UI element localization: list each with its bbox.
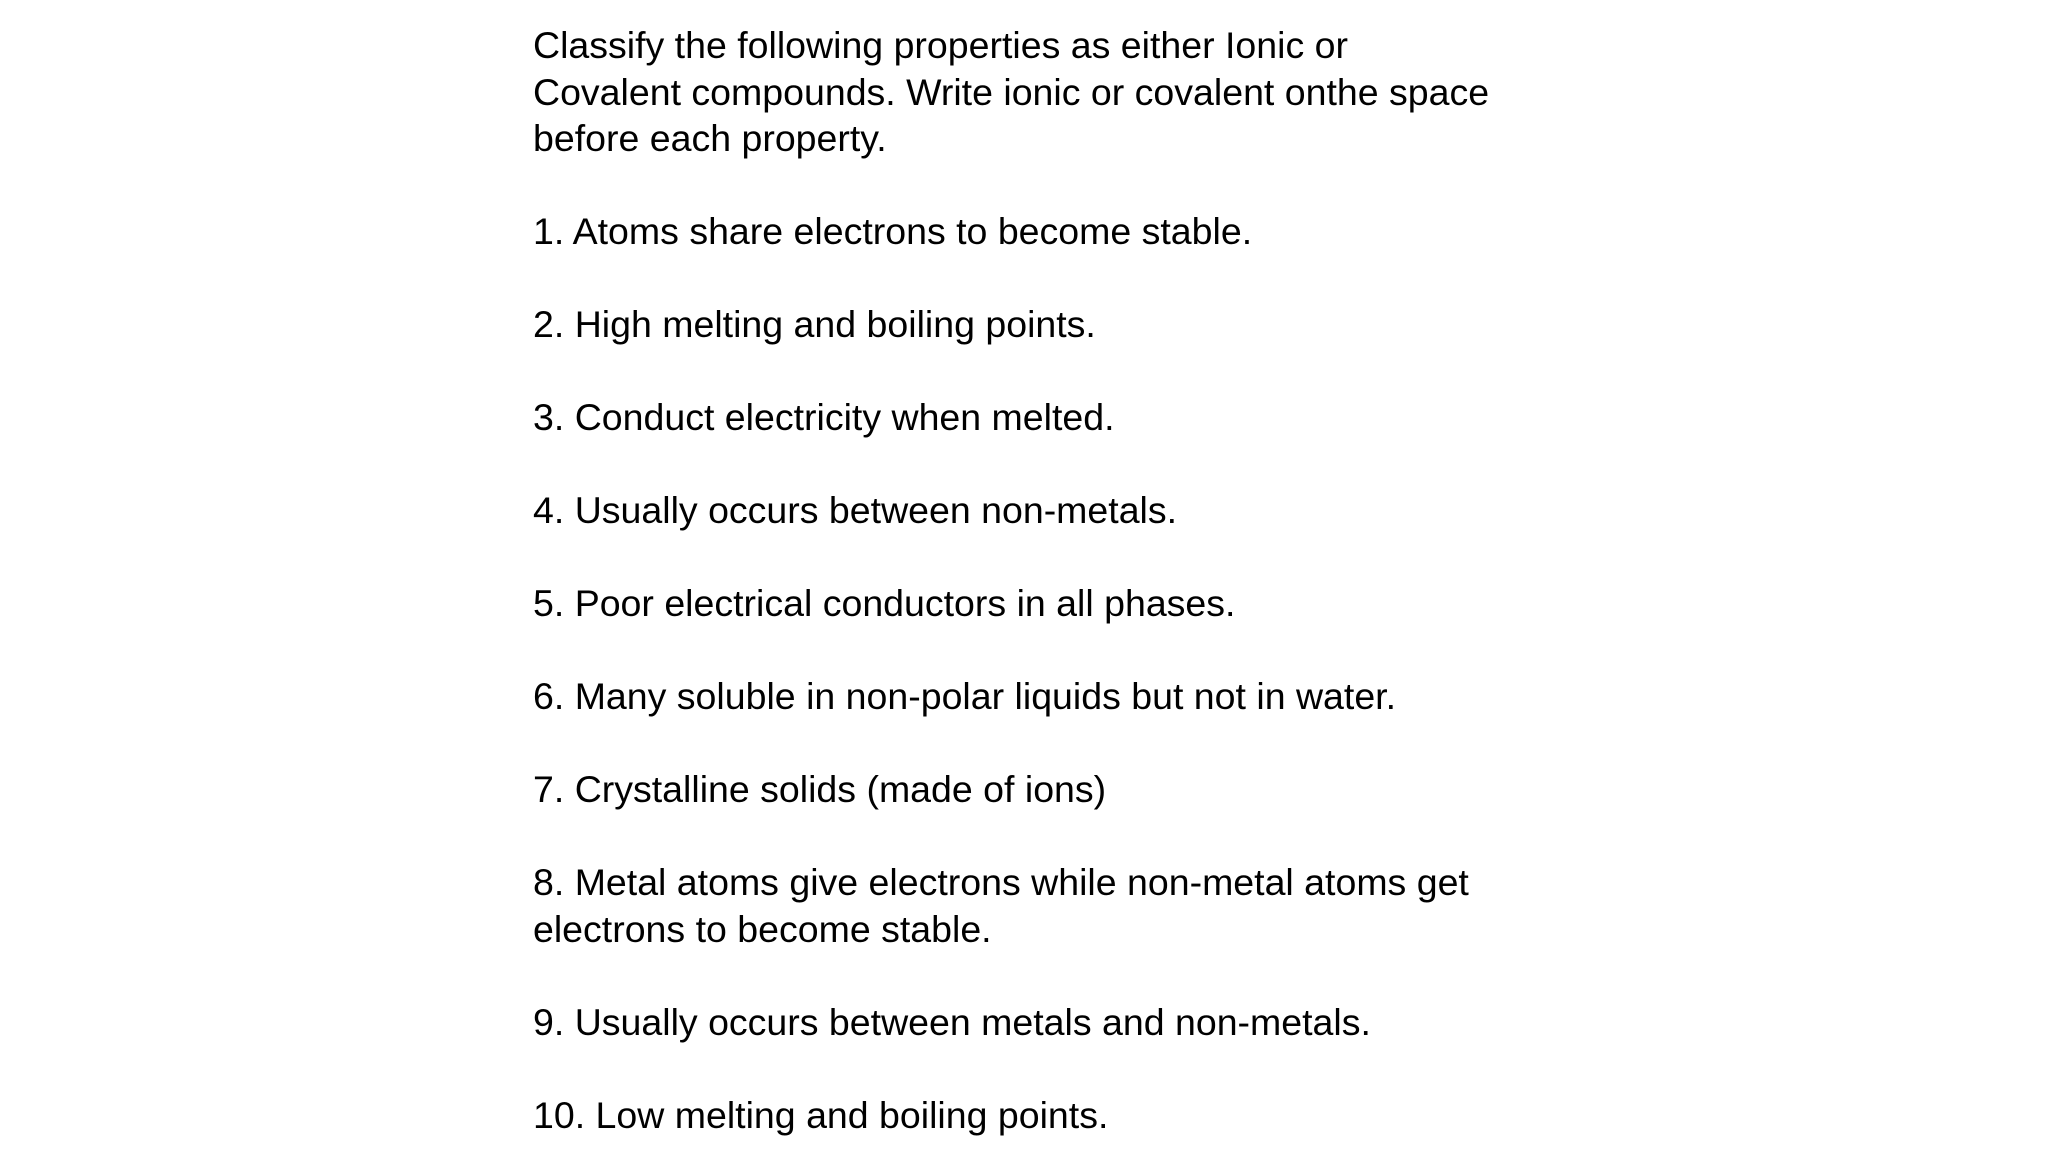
question-2 xyxy=(533,301,1543,348)
question-6 xyxy=(533,673,1543,720)
question-text: 7. Crystalline solids (made of ions) xyxy=(533,768,1107,810)
instructions-line-3: before each property. xyxy=(533,117,887,159)
instructions xyxy=(533,22,1543,162)
question-text: 9. Usually occurs between metals and non-metals. xyxy=(533,1000,1371,1043)
question-4 xyxy=(533,487,1543,534)
instructions-line-2: Covalent compounds. Write ionic or covalent onthe space xyxy=(533,70,1490,113)
question-9 xyxy=(533,999,1543,1046)
instructions-line-1: Classify the following properties as either Ionic or xyxy=(533,24,1348,66)
question-10 xyxy=(533,1092,1543,1139)
question-5 xyxy=(533,580,1543,627)
question-8 xyxy=(533,859,1543,952)
question-text: 2. High melting and boiling points. xyxy=(533,303,1096,345)
question-1 xyxy=(533,208,1543,255)
question-text: 3. Conduct electricity when melted. xyxy=(533,396,1115,438)
question-7 xyxy=(533,766,1543,813)
worksheet-page xyxy=(533,22,1543,1138)
question-3 xyxy=(533,394,1543,441)
question-text: 4. Usually occurs between non-metals. xyxy=(533,489,1178,531)
question-text: 6. Many soluble in non-polar liquids but not in water. xyxy=(533,675,1397,717)
question-text-line-1: 8. Metal atoms give electrons while non-metal atoms get xyxy=(533,861,1469,903)
question-text-line-2: electrons to become stable. xyxy=(533,907,992,950)
question-text: 5. Poor electrical conductors in all phases. xyxy=(533,582,1236,624)
question-text: 10. Low melting and boiling points. xyxy=(533,1093,1109,1136)
question-text: 1. Atoms share electrons to become stable. xyxy=(533,210,1253,252)
question-list xyxy=(533,208,1543,1138)
